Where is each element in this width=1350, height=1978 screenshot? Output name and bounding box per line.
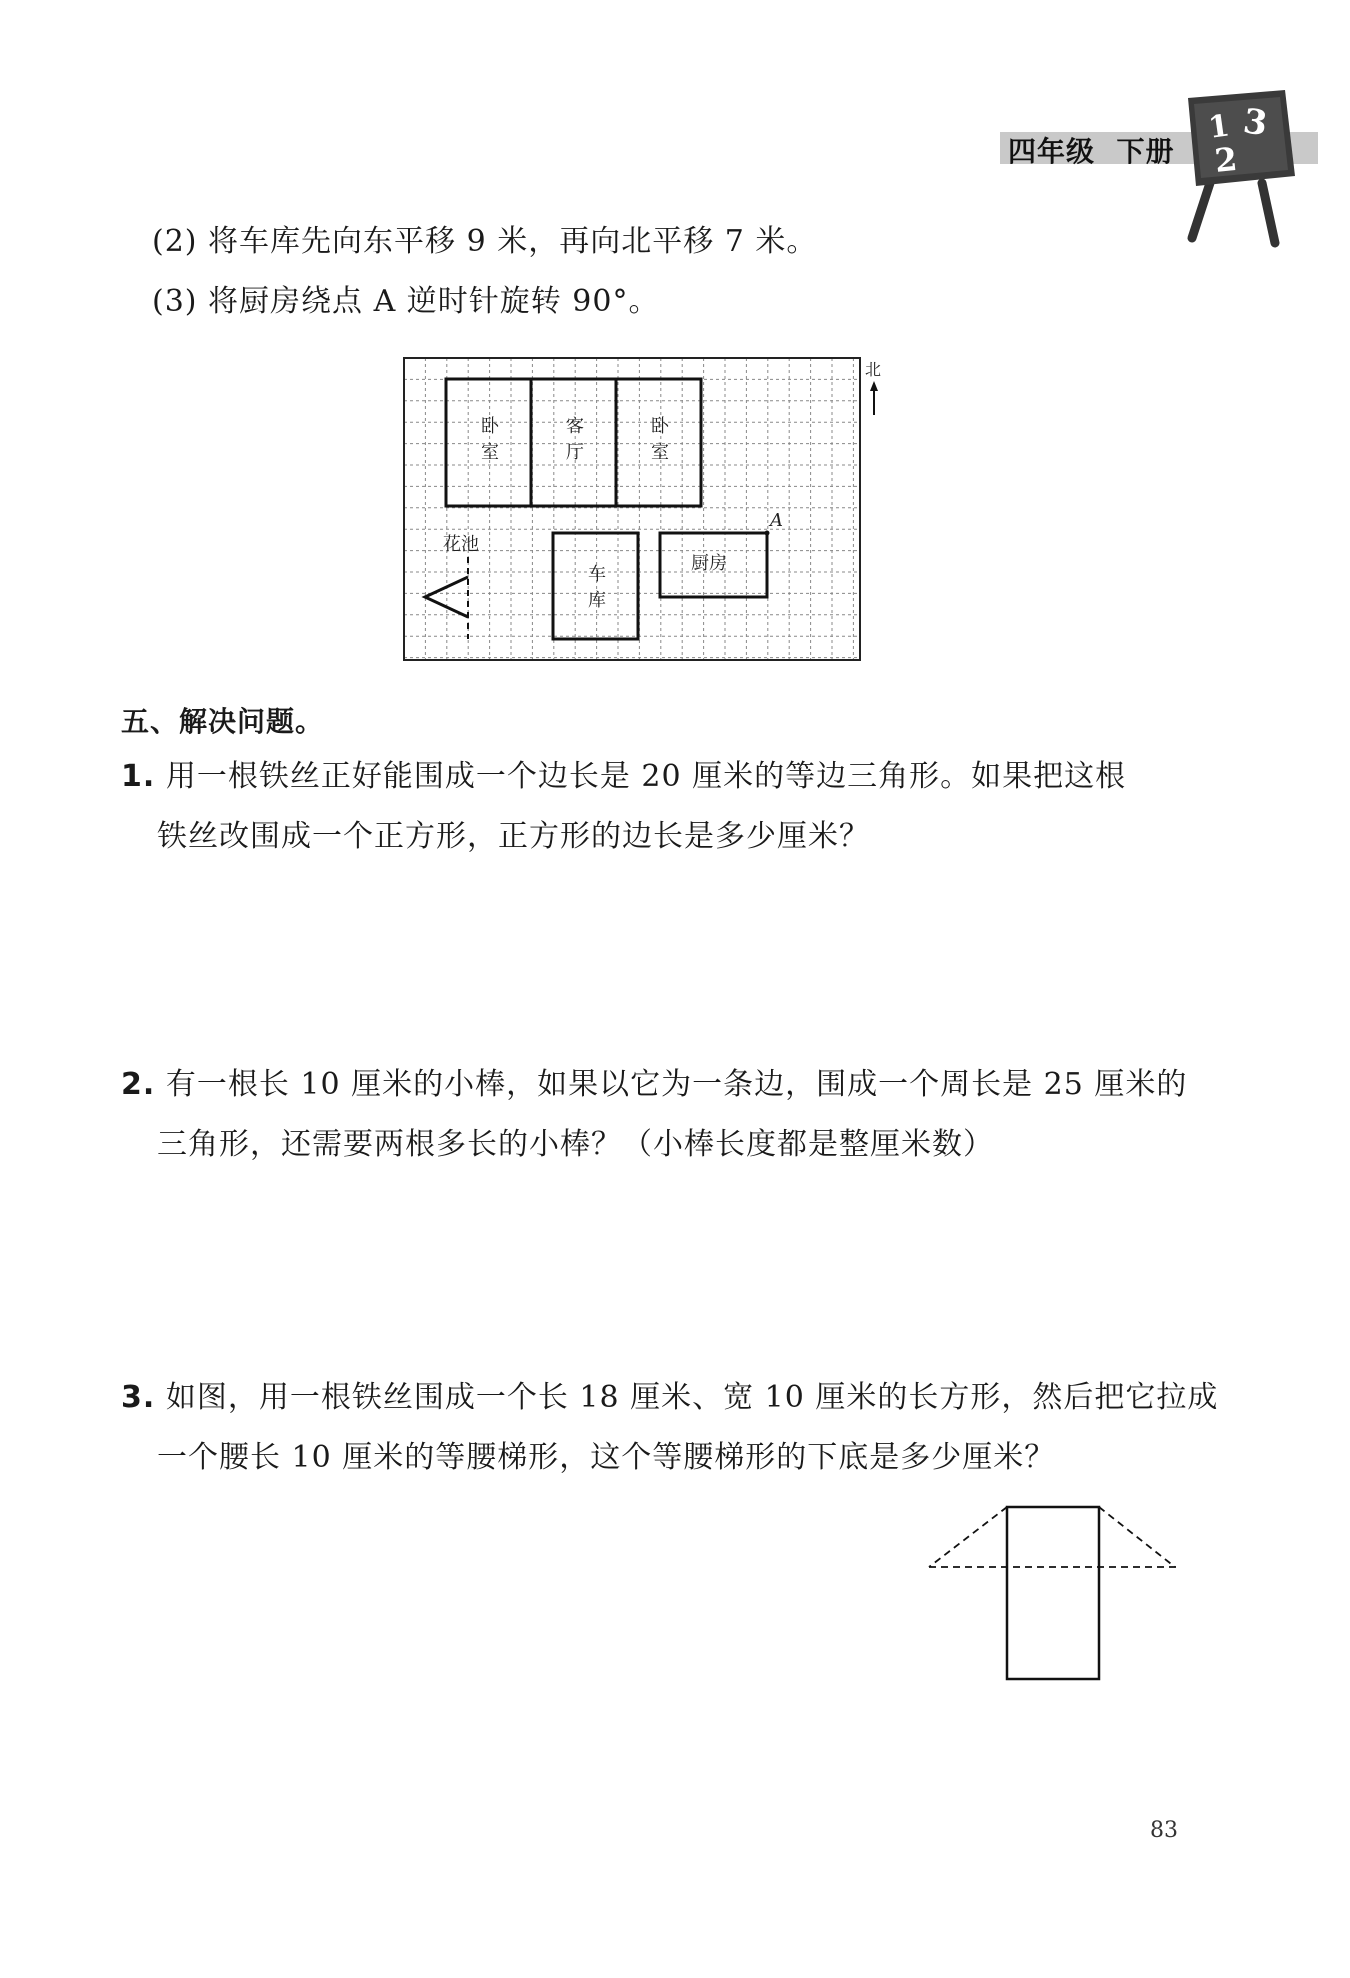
trapezoid-left-leg <box>929 1507 1007 1567</box>
problem-1-line-1: 1. 用一根铁丝正好能围成一个边长是 20 厘米的等边三角形。如果把这根 <box>121 759 1127 794</box>
chalkboard-badge-icon <box>1180 88 1300 248</box>
problem-3-line-2: 一个腰长 10 厘米的等腰梯形，这个等腰梯形的下底是多少厘米？ <box>157 1440 1056 1475</box>
badge-number-2: 2 <box>1212 139 1239 180</box>
problem-2-line-1: 2. 有一根长 10 厘米的小棒，如果以它为一条边，围成一个周长是 25 厘米的 <box>121 1067 1188 1102</box>
page-number: 83 <box>1150 1818 1178 1843</box>
bedroom-right-label-2: 室 <box>651 442 669 463</box>
north-label: 北 <box>865 360 882 379</box>
bedroom-right-label-1: 卧 <box>651 416 669 437</box>
trapezoid-right-leg <box>1099 1507 1175 1567</box>
section-title: 五、解决问题。 <box>121 705 325 738</box>
kitchen-label: 厨房 <box>691 553 727 574</box>
grid-lines <box>404 358 859 659</box>
garage-room <box>553 533 638 639</box>
grade-label: 四年级 下册 <box>1008 135 1175 168</box>
problem-1-line-2: 铁丝改围成一个正方形，正方形的边长是多少厘米？ <box>157 819 870 854</box>
point-a-label: A <box>770 510 783 531</box>
flower-bed-label: 花池 <box>443 534 479 555</box>
rectangle-shape <box>1007 1507 1099 1679</box>
garage-label-1: 车 <box>588 564 606 585</box>
problem-2-number: 2. <box>121 1067 156 1102</box>
problem-1-number: 1. <box>121 759 156 794</box>
bedroom-left-label-1: 卧 <box>481 416 499 437</box>
rectangle-trapezoid-figure <box>925 1505 1180 1685</box>
living-room-label-2: 厅 <box>566 442 584 463</box>
item-3-text: (3) 将厨房绕点 A 逆时针旋转 90°。 <box>152 284 660 319</box>
item-2-text: (2) 将车库先向东平移 9 米，再向北平移 7 米。 <box>152 224 818 259</box>
badge-number-3: 3 <box>1240 101 1270 145</box>
problem-3-number: 3. <box>121 1380 156 1415</box>
problem-3-line-1: 3. 如图，用一根铁丝围成一个长 18 厘米、宽 10 厘米的长方形，然后把它拉成 <box>121 1380 1219 1415</box>
badge-number-1: 1 <box>1206 108 1232 146</box>
living-room-label-1: 客 <box>566 416 584 437</box>
garage-label-2: 库 <box>588 590 606 611</box>
bedroom-left-label-2: 室 <box>481 442 499 463</box>
floor-plan-figure <box>403 357 883 662</box>
problem-2-line-2: 三角形，还需要两根多长的小棒？（小棒长度都是整厘米数） <box>157 1127 994 1162</box>
point-a-marker <box>765 531 770 536</box>
